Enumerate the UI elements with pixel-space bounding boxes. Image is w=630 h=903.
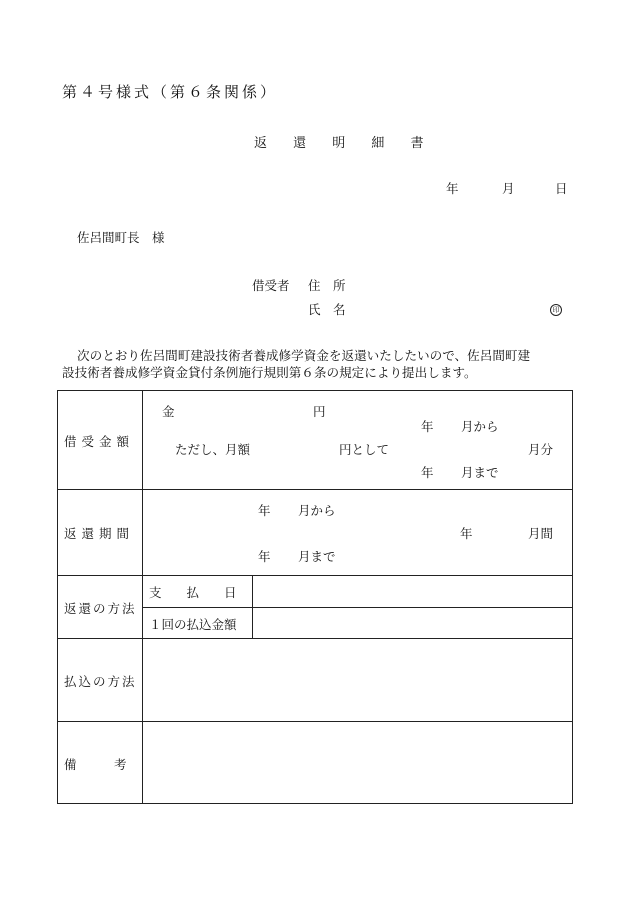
column-divider	[142, 391, 143, 803]
period-from-year: 年	[258, 503, 271, 518]
date-day: 日	[555, 181, 568, 196]
name-label: 氏 名	[308, 302, 346, 317]
address-label: 住 所	[308, 278, 346, 293]
tadashi-label: ただし、月額	[175, 442, 251, 457]
payment-date-label: 支 払 日	[149, 585, 237, 600]
yen-label: 円	[313, 404, 326, 419]
column-divider	[252, 575, 253, 638]
seal-icon: 印	[550, 304, 562, 316]
loan-to-year: 年	[421, 465, 434, 480]
form-number: 第４号様式（第６条関係）	[62, 83, 279, 101]
payment-method-label: 払込の方法	[64, 674, 137, 689]
repayment-method-label: 返還の方法	[64, 601, 137, 616]
payment-method-field[interactable]	[150, 648, 560, 712]
period-total-year: 年	[460, 526, 473, 541]
body-text-line2: 設技術者養成修学資金貸付条例施行規則第６条の規定により提出します。	[62, 365, 477, 380]
loan-amount-label: 借受金額	[64, 434, 135, 449]
period-from-month: 月から	[298, 503, 336, 518]
monthly-count-label: 月分	[528, 442, 554, 457]
seal-mark	[550, 300, 562, 316]
loan-from-year: 年	[421, 419, 434, 434]
remarks-field[interactable]	[150, 731, 560, 795]
period-total-month: 月間	[528, 526, 554, 541]
date-month: 月	[502, 181, 515, 196]
installment-amount-field[interactable]	[258, 615, 558, 631]
yen-toshite-label: 円として	[339, 442, 390, 457]
row-divider	[58, 489, 572, 490]
row-divider	[58, 638, 572, 639]
loan-from-month: 月から	[461, 419, 499, 434]
body-text-line1: 次のとおり佐呂間町建設技術者養成修学資金を返還いたしたいので、佐呂間町建	[77, 348, 531, 363]
borrower-label: 借受者	[252, 278, 290, 293]
installment-amount-label: １回の払込金額	[149, 617, 237, 632]
period-to-year: 年	[258, 549, 271, 564]
repayment-period-label: 返還期間	[64, 526, 135, 541]
addressee: 佐呂間町長 様	[77, 230, 165, 245]
row-divider	[58, 575, 572, 576]
loan-to-month: 月まで	[461, 465, 499, 480]
date-year: 年	[446, 181, 459, 196]
row-divider	[142, 607, 572, 608]
kin-label: 金	[162, 404, 175, 419]
document-title: 返 還 明 細 書	[254, 136, 435, 151]
form-table	[57, 390, 573, 804]
period-to-month: 月まで	[298, 549, 336, 564]
row-divider	[58, 721, 572, 722]
payment-date-field[interactable]	[258, 583, 558, 599]
remarks-label: 備 考	[64, 757, 127, 772]
